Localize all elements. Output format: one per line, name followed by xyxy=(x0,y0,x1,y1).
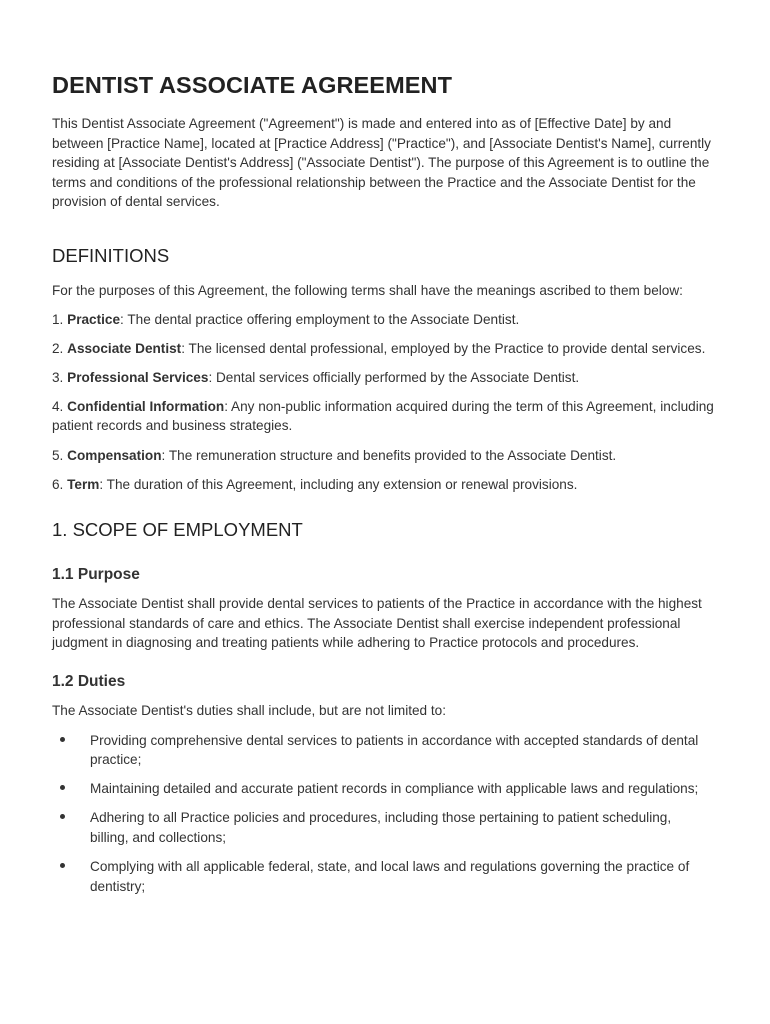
definition-text: : The licensed dental professional, employed by the Practice to provide dental services. xyxy=(181,340,706,356)
definition-number: 6. xyxy=(52,476,68,492)
definition-number: 5. xyxy=(52,447,68,463)
bullet-icon xyxy=(60,814,65,819)
intro-paragraph: This Dentist Associate Agreement ("Agreement") is made and entered into as of [Effective Date] by and between [Practice Name], located at [Practice Address] ("Practice"), and [Associate Dentist's Name], currently residing at [Associate Dentist's Address] ("Associate Dentist"). The purpose of this Agreement is to outline the terms and conditions of the professional relationship between the Practice and the Associate Dentist for the provision of dental services. xyxy=(52,116,711,210)
definition-item-compensation xyxy=(52,446,722,466)
duty-item xyxy=(52,779,710,799)
duties-heading: 1.2 Duties xyxy=(52,673,126,690)
definition-term: Professional Services xyxy=(67,369,209,385)
duty-text: Providing comprehensive dental services to patients in accordance with accepted standards of dental practice; xyxy=(90,732,699,768)
definitions-intro: For the purposes of this Agreement, the following terms shall have the meanings ascribed to them below: xyxy=(52,282,683,298)
duties-intro: The Associate Dentist's duties shall include, but are not limited to: xyxy=(52,703,446,718)
definition-text: : The duration of this Agreement, including any extension or renewal provisions. xyxy=(99,476,578,492)
purpose-paragraph: The Associate Dentist shall provide dental services to patients of the Practice in accordance with the highest professional standards of care and ethics. The Associate Dentist shall exercise independent professional judgment in diagnosing and treating patients while adhering to Practice protocols and procedures. xyxy=(52,596,702,651)
document-page xyxy=(52,70,722,906)
bullet-icon xyxy=(60,863,65,868)
duty-text: Complying with all applicable federal, state, and local laws and regulations governing the practice of dentistry; xyxy=(90,859,690,894)
definition-number: 2. xyxy=(52,340,68,356)
definition-term: Associate Dentist xyxy=(67,340,182,356)
purpose-heading: 1.1 Purpose xyxy=(52,566,140,584)
definition-item-associate-dentist xyxy=(52,339,722,359)
definition-text: : The dental practice offering employment to the Associate Dentist. xyxy=(120,311,520,327)
document-title: DENTIST ASSOCIATE AGREEMENT xyxy=(52,72,453,98)
duties-list xyxy=(52,731,722,897)
definition-term: Practice xyxy=(67,311,121,327)
definition-term: Compensation xyxy=(67,447,162,463)
definitions-list xyxy=(52,310,722,495)
definition-item-term xyxy=(52,475,722,495)
definition-text: : The remuneration structure and benefits provided to the Associate Dentist. xyxy=(161,447,617,463)
definition-text: : Any non-public information acquired during the term of this Agreement, including patient records and business strategies. xyxy=(52,398,714,434)
definition-term: Confidential Information xyxy=(67,398,225,414)
definition-item-practice xyxy=(52,310,722,330)
definition-number: 3. xyxy=(52,369,68,385)
definition-item-professional-services xyxy=(52,368,722,388)
definition-number: 4. xyxy=(52,398,68,414)
bullet-icon xyxy=(60,785,65,790)
definition-number: 1. xyxy=(52,311,68,327)
definition-text: : Dental services officially performed by the Associate Dentist. xyxy=(208,369,580,385)
definition-term: Term xyxy=(67,476,100,492)
duty-text: Maintaining detailed and accurate patient records in compliance with applicable laws and regulations; xyxy=(90,781,699,797)
duty-text: Adhering to all Practice policies and procedures, including those pertaining to patient scheduling, billing, and collections; xyxy=(90,810,672,845)
definition-item-confidential-information xyxy=(52,397,722,436)
section-1-heading: 1. SCOPE OF EMPLOYMENT xyxy=(52,519,303,541)
bullet-icon xyxy=(60,737,65,742)
duty-item xyxy=(52,731,710,770)
duty-item xyxy=(52,808,710,847)
definitions-heading: DEFINITIONS xyxy=(52,244,170,266)
duty-item xyxy=(52,857,710,896)
